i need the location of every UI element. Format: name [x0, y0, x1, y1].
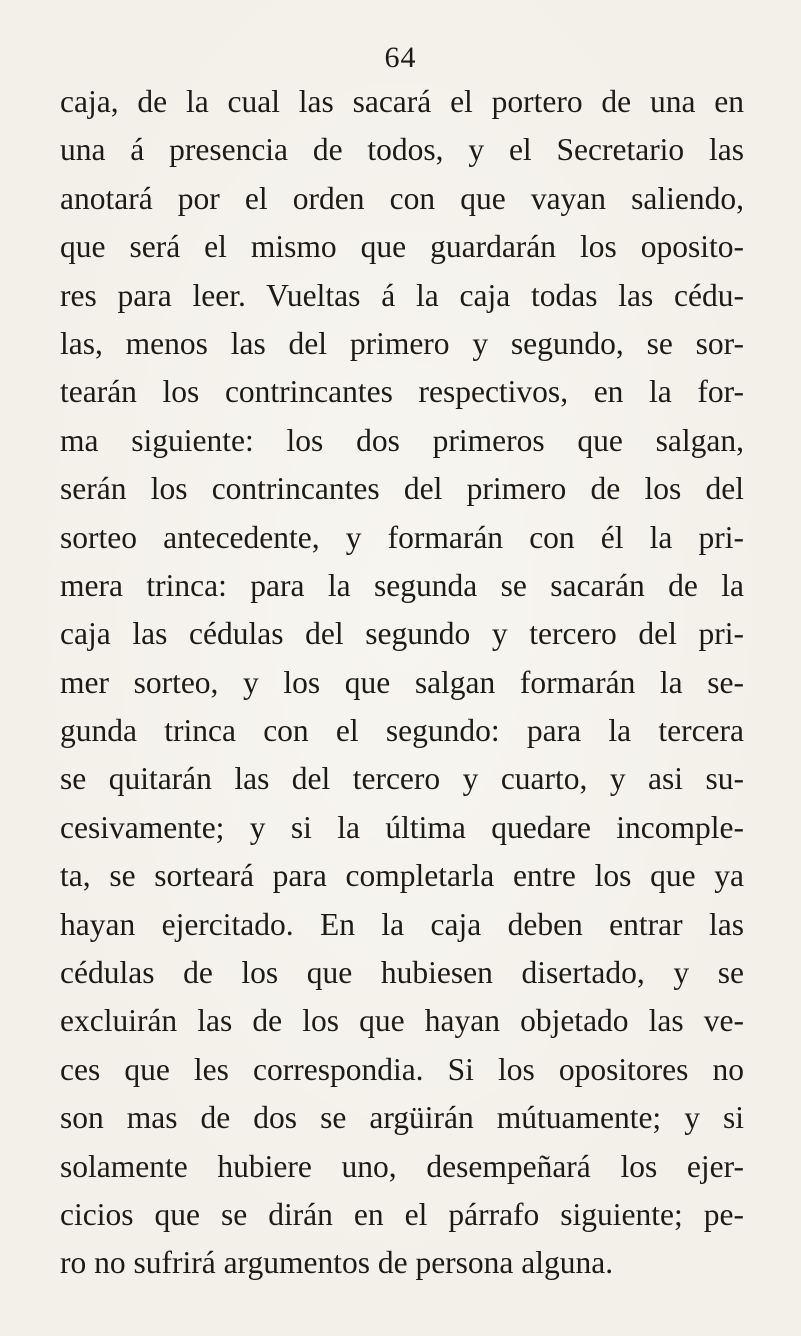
text-line: res para leer. Vueltas á la caja todas las cédu-	[60, 277, 744, 313]
text-line: caja, de la cual las sacará el portero de una en	[60, 84, 744, 119]
text-line: son mas de dos se argüirán mútuamente; y si	[60, 1100, 744, 1136]
text-line: ro no sufrirá argumentos de persona alguna.	[60, 1245, 614, 1281]
text-line: mer sorteo, y los que salgan formarán la se-	[60, 664, 744, 700]
text-line: ces que les correspondia. Si los opositores no	[60, 1051, 744, 1087]
page-number: 64	[384, 41, 417, 74]
body-text	[60, 78, 744, 1288]
text-line: excluirán las de los que hayan objetado las ve-	[60, 1003, 744, 1039]
text-line: serán los contrincantes del primero de los del	[60, 471, 744, 507]
text-line: que será el mismo que guardarán los oposito-	[60, 229, 744, 265]
text-line: se quitarán las del tercero y cuarto, y asi su-	[60, 761, 744, 797]
text-line: ma siguiente: los dos primeros que salgan,	[60, 422, 744, 458]
text-line: una á presencia de todos, y el Secretario las	[60, 132, 744, 168]
text-line: mera trinca: para la segunda se sacarán de la	[60, 567, 744, 603]
text-line: anotará por el orden con que vayan saliendo,	[60, 180, 744, 216]
text-line: cicios que se dirán en el párrafo siguiente; pe-	[60, 1196, 744, 1232]
text-line: solamente hubiere uno, desempeñará los ejer-	[60, 1148, 744, 1184]
text-line: hayan ejercitado. En la caja deben entrar las	[60, 906, 744, 942]
text-line: gunda trinca con el segundo: para la tercera	[60, 713, 744, 749]
text-line: cédulas de los que hubiesen disertado, y se	[60, 955, 744, 991]
text-line: sorteo antecedente, y formarán con él la pri-	[60, 519, 744, 555]
text-line: cesivamente; y si la última quedare incomple-	[60, 809, 744, 845]
text-line: caja las cédulas del segundo y tercero del pri-	[60, 616, 744, 652]
text-line: ta, se sorteará para completarla entre los que ya	[60, 858, 744, 894]
text-line: tearán los contrincantes respectivos, en la for-	[60, 374, 744, 410]
text-line: las, menos las del primero y segundo, se sor-	[60, 325, 744, 361]
